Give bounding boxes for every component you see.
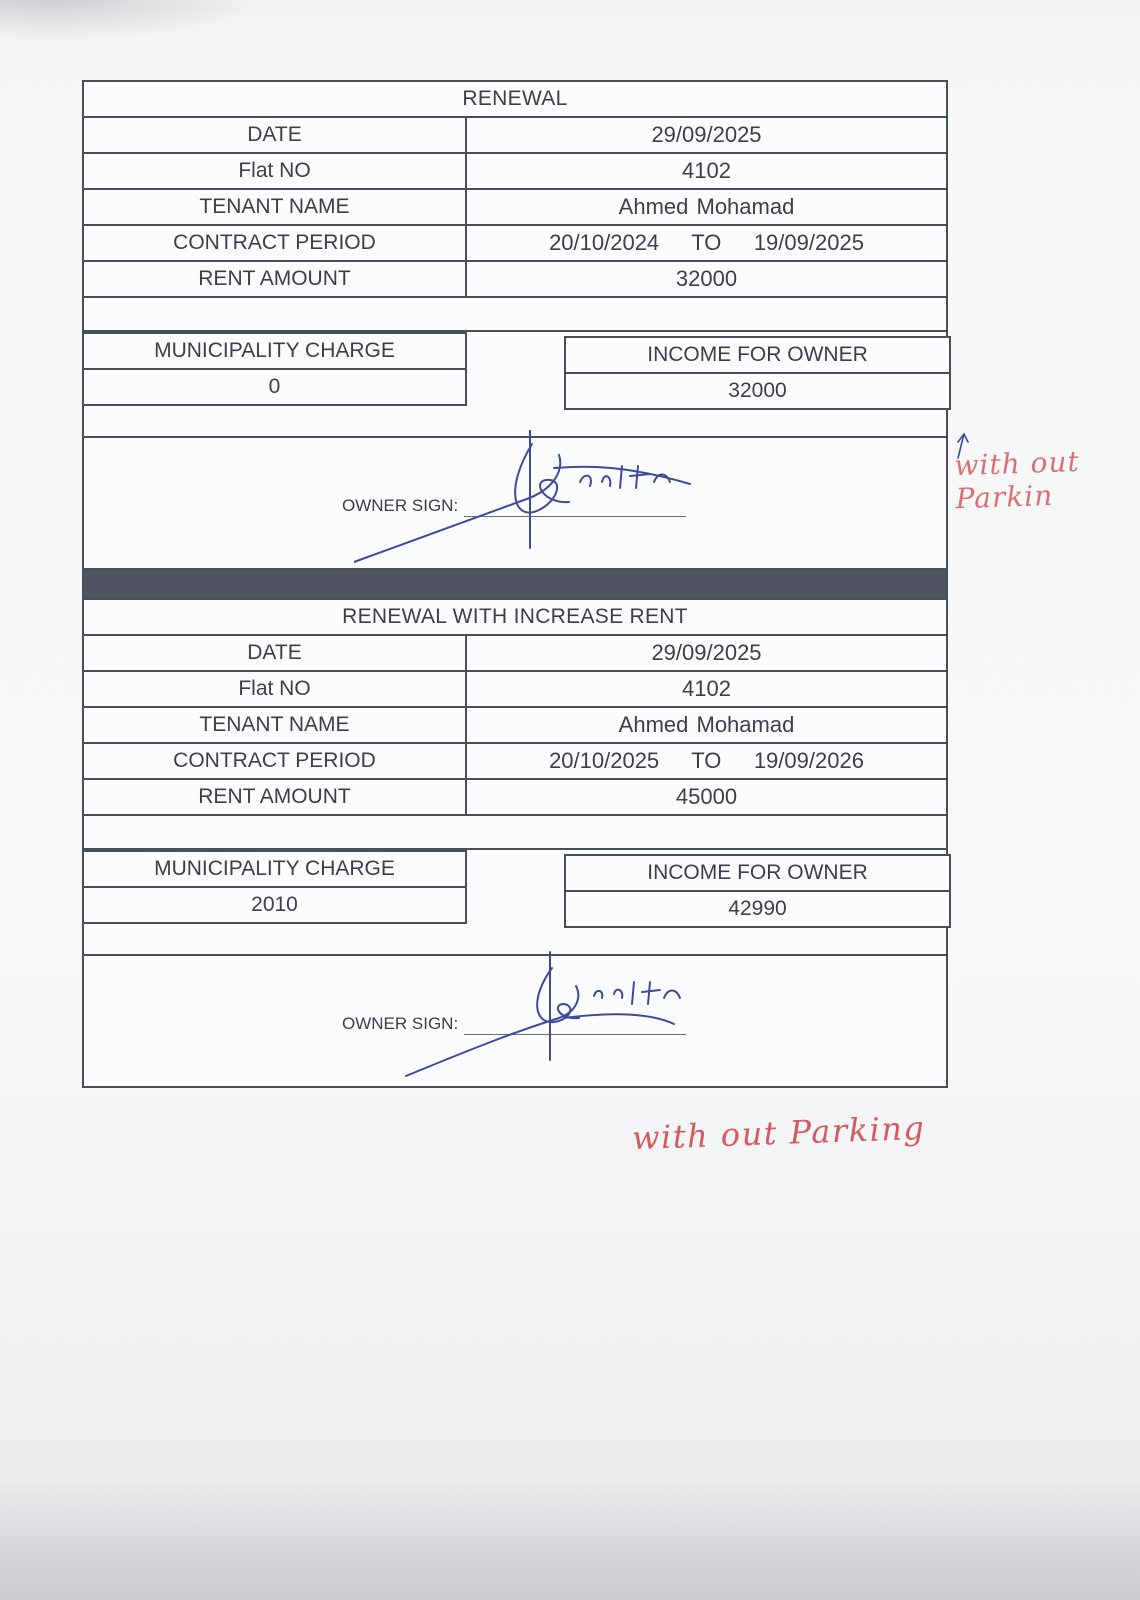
flat-no-value: 4102 [682,676,731,701]
handwritten-note: with out Parking [631,1108,926,1158]
municipality-charge-value: 2010 [84,886,465,922]
spacer-row [84,816,946,850]
renewal-increase-form [82,598,948,1088]
owner-sign-label: OWNER SIGN: [342,1014,459,1033]
table-row [84,154,946,190]
income-for-owner-box [564,336,951,410]
table-row [84,190,946,226]
renewal-title: RENEWAL [84,82,946,118]
table-row [84,780,946,816]
tenant-name-label: TENANT NAME [84,190,467,224]
charges-section [84,850,946,956]
date-label: DATE [84,118,467,152]
owner-sign-label: OWNER SIGN: [342,496,459,515]
rent-amount-label: RENT AMOUNT [84,780,467,814]
rent-amount-value: 45000 [675,784,738,809]
contract-period-label: CONTRACT PERIOD [84,744,467,778]
tenant-name-label: TENANT NAME [84,708,467,742]
flat-no-value: 4102 [682,158,731,183]
spacer-row [84,298,946,332]
flat-no-label: Flat NO [84,672,467,706]
owner-signature [354,948,714,1088]
rent-amount-label: RENT AMOUNT [84,262,467,296]
renewal-sheet [82,80,948,570]
owner-sign-area [84,956,946,1086]
handwritten-note: with out Parkin [953,444,1081,516]
income-for-owner-value: 32000 [566,372,949,408]
paper-bottom-shade [0,1480,1140,1600]
date-value: 29/09/2025 [651,640,762,665]
municipality-charge-value: 0 [84,368,465,404]
renewal-increase-sheet [82,598,948,1088]
income-for-owner-label: INCOME FOR OWNER [647,861,868,884]
municipality-charge-box [82,850,467,924]
renewal-form [82,80,948,608]
table-row [84,262,946,298]
date-label: DATE [84,636,467,670]
table-row [84,708,946,744]
income-for-owner-value: 42990 [566,890,949,926]
table-row [84,744,946,780]
tenant-name-value: Ahmed Mohamad [618,194,795,219]
owner-signature [354,430,714,570]
contract-period-label: CONTRACT PERIOD [84,226,467,260]
contract-period-value: 20/10/2024 TO 19/09/2025 [549,230,864,255]
tenant-name-value: Ahmed Mohamad [618,712,795,737]
table-row [84,672,946,708]
paper-corner-shadow [0,0,260,40]
municipality-charge-label: MUNICIPALITY CHARGE [154,339,395,362]
owner-sign-area [84,438,946,568]
table-row [84,636,946,672]
table-row [84,226,946,262]
charges-section [84,332,946,438]
municipality-charge-label: MUNICIPALITY CHARGE [154,857,395,880]
renewal-increase-title: RENEWAL WITH INCREASE RENT [84,600,946,636]
income-for-owner-box [564,854,951,928]
flat-no-label: Flat NO [84,154,467,188]
municipality-charge-box [82,332,467,406]
rent-amount-value: 32000 [675,266,738,291]
contract-period-value: 20/10/2025 TO 19/09/2026 [549,748,864,773]
table-row [84,118,946,154]
income-for-owner-label: INCOME FOR OWNER [647,343,868,366]
date-value: 29/09/2025 [651,122,762,147]
